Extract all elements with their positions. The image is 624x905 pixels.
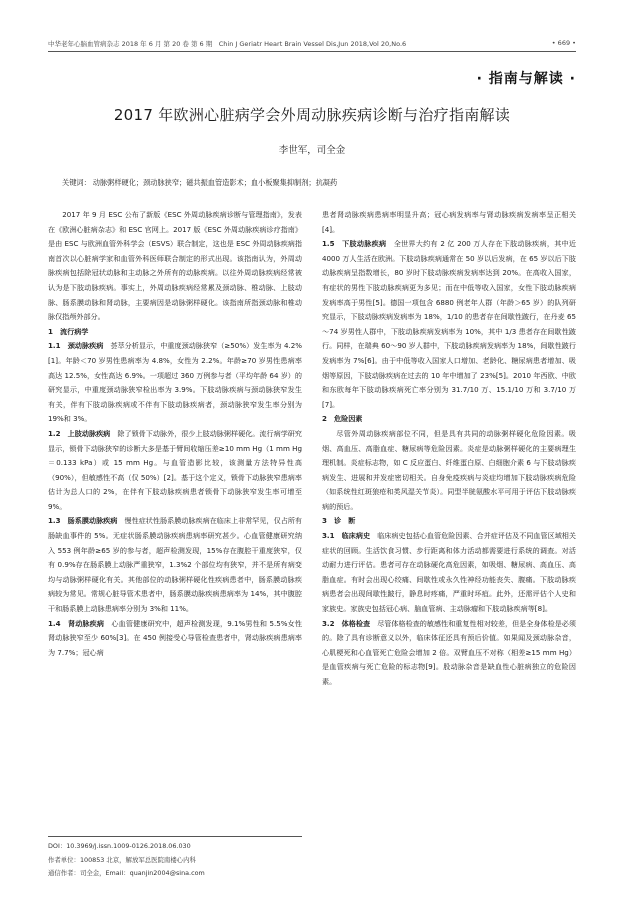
corresponding-author: 通信作者：司全金，Email：quanjin2004@sina.com	[48, 869, 205, 877]
authors: 李世军，司全金	[278, 145, 346, 156]
text-lower-limb: 全世界大约有 2 亿 200 万人存在下肢动脉疾病，其中近 4000 万人生活在欧洲。下肢动脉疾病通常在 50 岁以后发病，在 65 岁以后下肢动脉疾病呈指数增长，80 岁时下肢动脉疾病发病率达到 20%。在高收入国家，有症状的男性下肢动脉疾病更为多见；而在中低等收入国家，女性下肢动脉疾病发病率高于男性[5]。德国一项包含 6880 例老年人群（年龄＞65 岁）的队列研究显示，下肢动脉疾病发病率为 18%，1/10 的患者存在间歇性跛行，在丹麦 65～74 岁男性人群中，下肢动脉疾病发病率为 10%，其中 1/3 患者存在间歇性跛行。同样，在瑞典 60～90 岁人群中，下肢动脉疾病发病率为 18%，间歇性跛行发病率为 7%[6]。由于中低等收入国家人口增加、老龄化、糖尿病患者增加、吸烟等原因，下肢动脉疾病在过去的 10 年中增加了 23%[5]。2010 年西欧、中欧和东欧每年下肢动脉疾病死亡率分别为 31.7/10 万、15.1/10 万和 3.7/10 万[7]。	[322, 239, 577, 409]
text-carotid: 荟萃分析显示，中重度颈动脉狭窄（≥50%）发生率为 4.2%[1]。年龄＜70 岁男性患病率为 4.8%，女性为 2.2%。年龄≥70 岁男性患病率高达 12.5%，女性高达 6.9%。一项超过 360 万例参与者（平均年龄 64 岁）的研究显示，中重度颈动脉狭窄检出率为 3.9%。下肢动脉疾病与颈动脉狭窄发生有关，伴有下肢动脉疾病或不伴有下肢动脉疾病者，颈动脉狭窄发生率分别为 19%和 3%。	[48, 341, 302, 424]
running-head	[48, 39, 576, 52]
article-title: 2017 年欧洲心脏病学会外周动脉疾病诊断与治疗指南解读	[113, 106, 511, 124]
text-renal: 心血管健康研究中，超声检测发现，9.1%男性和 5.5%女性肾动脉狭窄至少 60%[3]。在 450 例接受心导管检查患者中，肾动脉疾病患病率为 7.7%；冠心病	[48, 618, 302, 657]
subheading-renal: 1.4 肾动脉疾病	[48, 618, 105, 628]
subheading-upper-limb: 1.2 上肢动脉疾病	[48, 428, 111, 438]
author-affiliation: 作者单位：100853 北京，解放军总医院南楼心内科	[48, 855, 196, 864]
right-column	[322, 208, 576, 690]
paragraph-clinical-history	[322, 529, 576, 617]
page-number: • 669 •	[551, 39, 576, 47]
section-heading-epidemiology: 1 流行病学	[48, 326, 89, 336]
intro-paragraph: 2017 年 9 月 ESC 公布了新版《ESC 外周动脉疾病诊断与管理指南》，发表在《欧洲心脏病杂志》和 ESC 官网上。2017 版《ESC 外周动脉疾病诊疗指南》是由 ESC 与欧洲血管外科学会（ESVS）联合制定，这也是 ESC 外周动脉疾病指南首次以心脏病学家和血管外科医师联合制定的形式出现。该指南认为，外周动脉疾病包括除冠状动脉和主动脉之外所有的动脉疾病。以往外周动脉疾病经常被认为是下肢动脉疾病。事实上，外周动脉疾病经常累及颈动脉、椎动脉、上肢动脉、肠系膜动脉和肾动脉，主要病因是动脉粥样硬化。该指南所指颈动脉和椎动脉仅指颅外部分。	[48, 210, 302, 322]
paragraph-upper-limb	[48, 427, 302, 515]
keywords	[62, 178, 576, 188]
paragraph-renal-continued: 患者肾动脉疾病患病率明显升高；冠心病发病率与肾动脉疾病发病率呈正相关[4]。	[322, 210, 576, 234]
text-mesenteric: 慢性症状性肠系膜动脉疾病在临床上非常罕见，仅占所有肠缺血事件的 5%。无症状肠系膜动脉疾病患病率研究甚少。心血管健康研究纳入 553 例年龄≥65 岁的参与者，超声检测发现，15%存在腹腔干重度狭窄，仅有 0.9%存在肠系膜上动脉严重狭窄，1.3%2 个部位均有狭窄，并不是所有病变均与动脉粥样硬化有关。其他部位的动脉粥样硬化性疾病患者中，肠系膜动脉疾病较为常见。常规心脏导管术患者中，肠系膜动脉疾病患病率为 14%，其中腹腔干和肠系膜上动脉患病率分别为 3%和 11%。	[48, 516, 303, 614]
paragraph-risk-factors: 尽管外周动脉疾病部位不同，但是具有共同的动脉粥样硬化危险因素。吸烟、高血压、高脂血症、糖尿病等危险因素。炎症是动脉粥样硬化的主要病理生理机制。炎症标志物，如 C 反应蛋白、纤维蛋白原、白细胞介素 6 与下肢动脉疾病发生、进展和并发症密切相关。自身免疫疾病与炎症均增加下肢动脉疾病危险（如系统性红斑狼疮和类风湿关节炎）。同型半胱氨酸水平可用于评估下肢动脉疾病的预后。	[322, 428, 576, 511]
journal-citation: 中华老年心脑血管病杂志 2018 年 6 月 第 20 卷 第 6 期 Chin J Geriatr Heart Brain Vessel Dis,Jun 2018,Vol 20,No.6	[48, 40, 407, 48]
paragraph-lower-limb	[322, 237, 576, 412]
paragraph-carotid	[48, 339, 302, 427]
left-column	[48, 208, 302, 660]
text-clinical-history: 临床病史包括心血管危险因素、合并症评估及不同血管区域相关症状的回顾。生活饮食习惯、步行距离和体力活动都需要进行系统的调查。对活动耐力进行评估。患者可存在动脉硬化高危因素，如吸烟、糖尿病、高血压、高脂血症。有时会出现心绞痛、间歇性或永久性神经功能丧失、腹痛。下肢动脉疾病患者会出现间歇性跛行，静息时疼痛，严重时坏疽。此外，还需评估个人史和家族史。家族史包括冠心病、脑血管病、主动脉瘤和下肢动脉疾病等[8]。	[322, 531, 576, 614]
paragraph-physical-exam	[322, 617, 576, 690]
subheading-physical-exam: 3.2 体格检查	[322, 618, 371, 628]
subheading-mesenteric: 1.3 肠系膜动脉疾病	[48, 516, 118, 526]
section-tag: · 指南与解读 ·	[476, 71, 576, 87]
footnote	[48, 836, 302, 881]
subheading-lower-limb: 1.5 下肢动脉疾病	[322, 239, 387, 249]
subheading-clinical-history: 3.1 临床病史	[322, 531, 371, 541]
text-physical-exam: 尽管体格检查的敏感性和重复性相对较差，但是全身体检是必须的。除了具有诊断意义以外，临床体征还具有预后价值。如果闻及颈动脉杂音，心肌梗死和心血管死亡危险会增加 2 倍。双臂血压不对称（相差≥15 mm Hg）是血管疾病与死亡危险的标志物[9]。股动脉杂音是缺血性心脏病独立的危险因素。	[322, 618, 576, 686]
subheading-carotid: 1.1 颈动脉疾病	[48, 341, 104, 351]
paragraph-renal	[48, 617, 302, 661]
paragraph-mesenteric	[48, 514, 302, 616]
section-heading-diagnosis: 3 诊 断	[322, 516, 356, 526]
doi: DOI：10.3969/j.issn.1009-0126.2018.06.030	[48, 842, 191, 850]
section-heading-risk-factors: 2 危险因素	[322, 414, 363, 424]
keywords-text: 动脉粥样硬化；颈动脉狭窄；磁共振血管造影术；血小板聚集抑制剂；抗凝药	[92, 178, 338, 187]
keywords-label: 关键词：	[62, 178, 91, 187]
text-upper-limb: 除了锁骨下动脉外，很少上肢动脉粥样硬化。流行病学研究显示，锁骨下动脉狭窄的诊断大多是基于臂间收缩压差≥10 mm Hg（1 mm Hg＝0.133 kPa）或 15 mm Hg。与血管造影比较，该测量方法特异性高（90%），但敏感性不高（仅 50%）[2]。基于这个定义，锁骨下动脉狭窄患病率估计为总人口的 2%，在伴有下肢动脉疾病患者锁骨下动脉狭窄发生率可增至 9%。	[48, 428, 302, 511]
